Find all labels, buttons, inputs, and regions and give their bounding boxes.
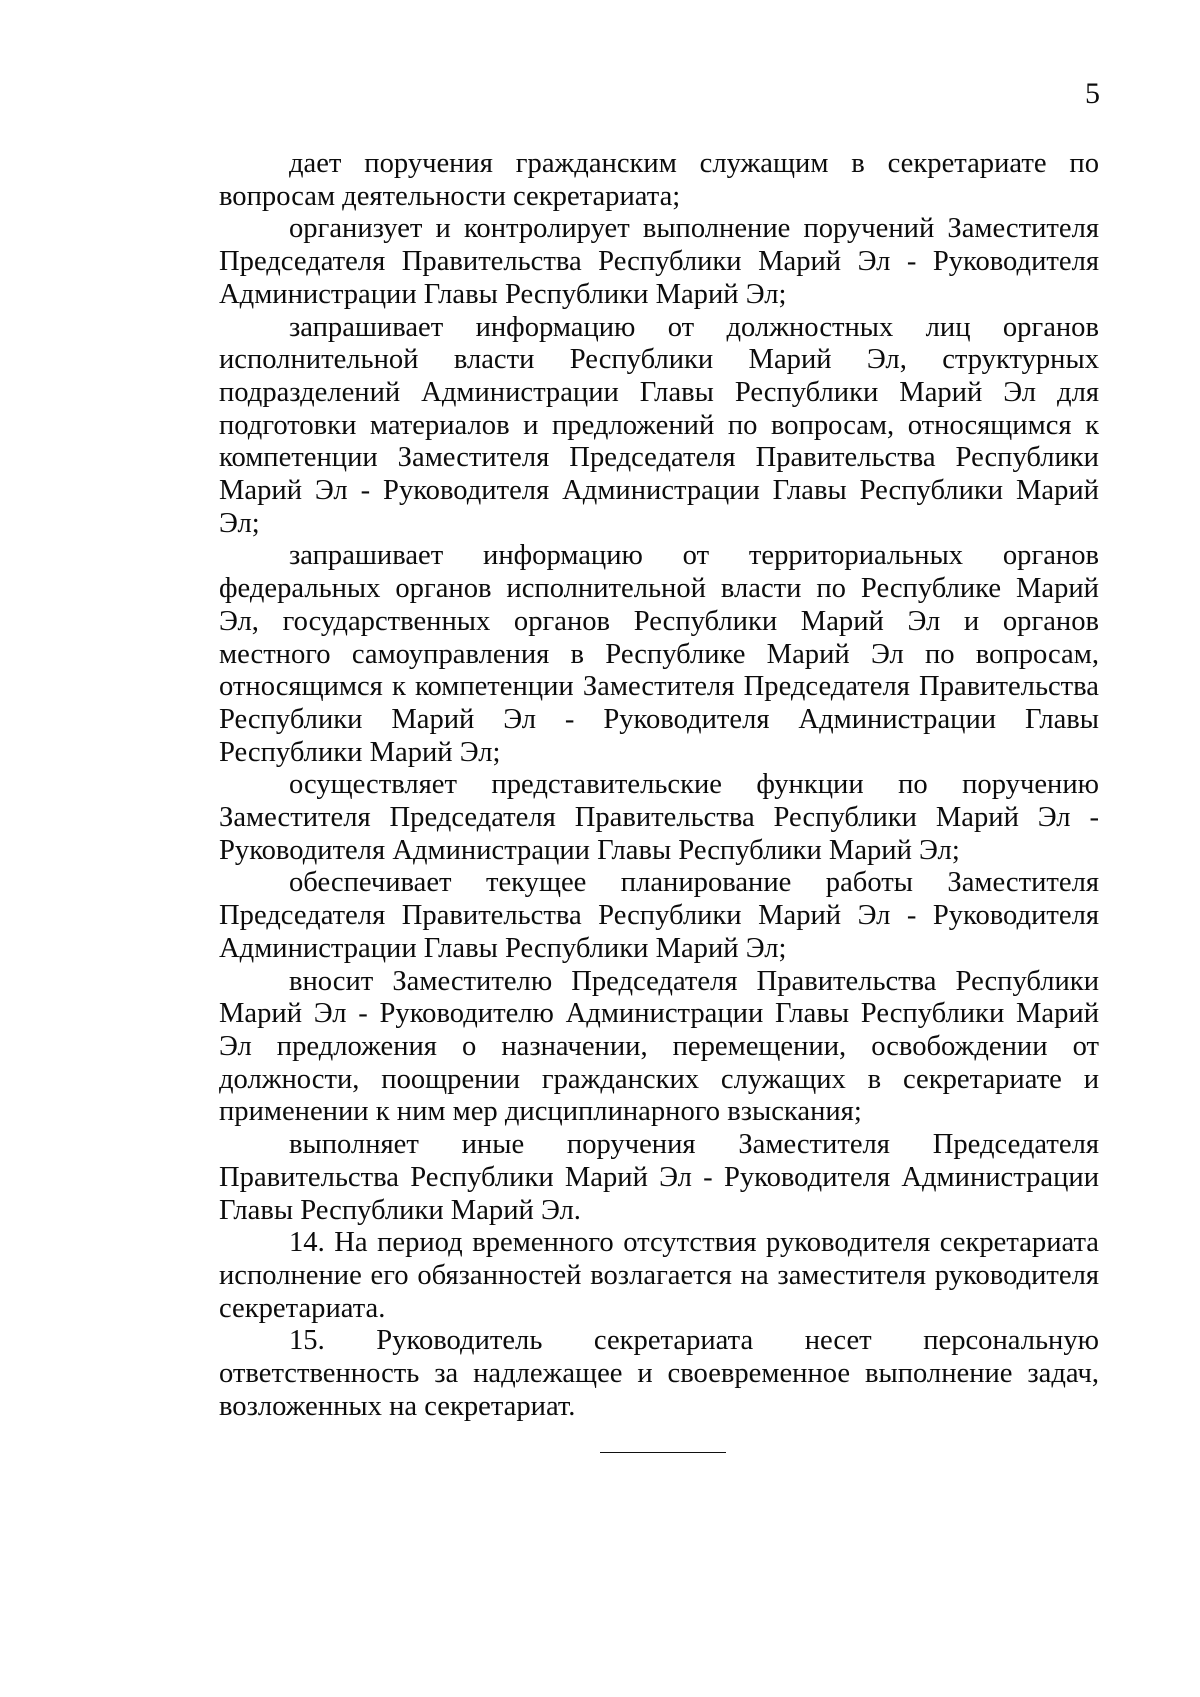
paragraph-work-planning: обеспечивает текущее планирование работы Заместителя Председателя Правительства Республики Марий Эл - Руководителя Администрации Главы Республики Марий Эл;	[219, 867, 1099, 964]
paragraph-personnel-proposals: вносит Заместителю Председателя Правительства Республики Марий Эл - Руководителю Администрации Главы Республики Марий Эл предложения о назначении, перемещении, освобождении от должности, поощрении гражданских служащих в секретариате и применении к ним мер дисциплинарного взыскания;	[219, 965, 1099, 1128]
page-number: 5	[1085, 77, 1100, 110]
paragraph-requests-info-territorial: запрашивает информацию от территориальных органов федеральных органов исполнительной власти по Республике Марий Эл, государственных органов Республики Марий Эл и органов местного самоуправления в Республике Марий Эл по вопросам, относящимся к компетенции Заместителя Председателя Правительства Республики Марий Эл - Руководителя Администрации Главы Республики Марий Эл;	[219, 540, 1099, 768]
paragraph-other-assignments: выполняет иные поручения Заместителя Председателя Правительства Республики Марий Эл - Руководителя Администрации Главы Республики Марий Эл.	[219, 1129, 1099, 1226]
paragraph-item-14: 14. На период временного отсутствия руководителя секретариата исполнение его обязанностей возлагается на заместителя руководителя секретариата.	[219, 1227, 1099, 1324]
paragraph-assigns-tasks: дает поручения гражданским служащим в секретариате по вопросам деятельности секретариата;	[219, 148, 1099, 212]
paragraph-item-15: 15. Руководитель секретариата несет персональную ответственность за надлежащее и своевременное выполнение задач, возложенных на секретариат.	[219, 1325, 1099, 1422]
paragraph-representative-functions: осуществляет представительские функции по поручению Заместителя Председателя Правительства Республики Марий Эл - Руководителя Администрации Главы Республики Марий Эл;	[219, 769, 1099, 866]
paragraph-organizes-control: организует и контролирует выполнение поручений Заместителя Председателя Правительства Республики Марий Эл - Руководителя Администрации Главы Республики Марий Эл;	[219, 213, 1099, 310]
end-of-document-rule	[600, 1452, 726, 1453]
document-body	[219, 148, 1099, 1423]
paragraph-requests-info-officials: запрашивает информацию от должностных лиц органов исполнительной власти Республики Марий Эл, структурных подразделений Администрации Главы Республики Марий Эл для подготовки материалов и предложений по вопросам, относящимся к компетенции Заместителя Председателя Правительства Республики Марий Эл - Руководителя Администрации Главы Республики Марий Эл;	[219, 311, 1099, 539]
